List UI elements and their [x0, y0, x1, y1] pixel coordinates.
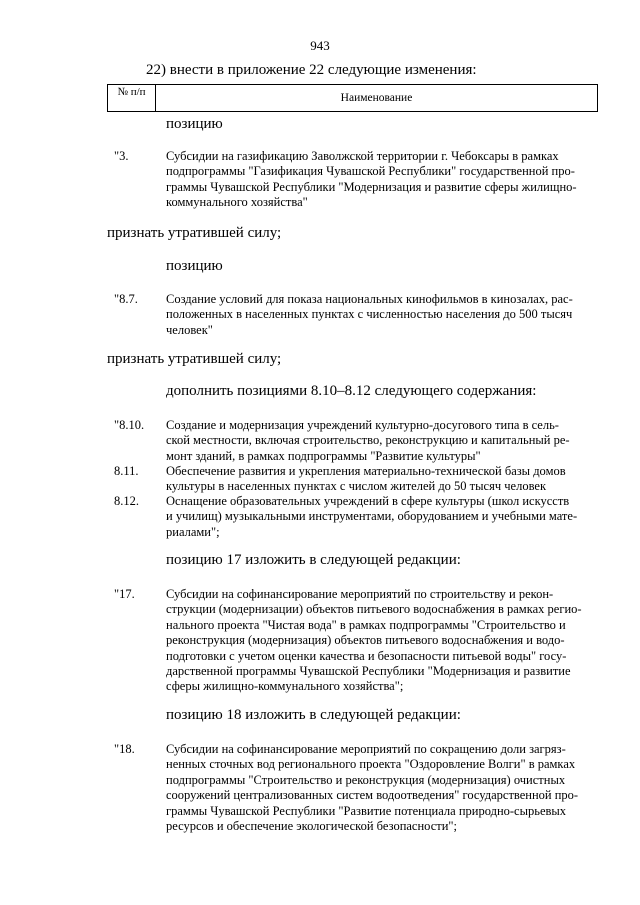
- position-8-7-label: позицию: [166, 258, 223, 274]
- position-3-label: позицию: [166, 116, 223, 132]
- text-line: монт зданий, в рамках подпрограммы "Развитие культуры": [166, 448, 481, 463]
- text-line: подпрограммы "Строительство и реконструкция (модернизация) очистных: [166, 772, 566, 787]
- text-line: Субсидии на софинансирование мероприятий по строительству и рекон-: [166, 587, 554, 601]
- text-line: подготовки с учетом оценки качества и безопасности питьевой воды" госу-: [166, 648, 567, 663]
- intro-line: 22) внести в приложение 22 следующие изменения:: [146, 62, 477, 78]
- text-line: Создание и модернизация учреждений культурно-досугового типа в сель-: [166, 418, 559, 432]
- column-name-header: Наименование: [340, 92, 413, 104]
- page-number: 943: [310, 38, 330, 53]
- text-line: положенных в населенных пунктах с численностью населения до 500 тысяч: [166, 307, 573, 322]
- text-line: Оснащение образовательных учреждений в сфере культуры (школ искусств: [166, 494, 570, 508]
- position-text: [166, 418, 596, 464]
- text-line: ненных сточных вод регионального проекта "Оздоровление Волги" в рамках: [166, 757, 576, 772]
- position-number: 8.12.: [114, 494, 139, 508]
- text-line: и училищ) музыкальными инструментами, оборудованием и учебными мате-: [166, 509, 578, 524]
- text-line: риалами";: [166, 524, 220, 539]
- text-line: граммы Чувашской Республики "Модернизация и развитие сферы жилищно-: [166, 179, 577, 194]
- column-number-header: № п/п: [108, 85, 156, 111]
- text-line: нального проекта "Чистая вода" в рамках подпрограммы "Строительство и: [166, 617, 566, 632]
- text-line: сооружений централизованных систем водоотведения" государственной про-: [166, 788, 579, 803]
- table-header: [107, 84, 598, 112]
- position-text: [166, 742, 596, 834]
- text-line: Обеспечение развития и укрепления материально-технической базы домов: [166, 464, 566, 478]
- text-line: ской местности, включая строительство, реконструкцию и капитальный ре-: [166, 433, 570, 448]
- position-text: [166, 587, 596, 695]
- text-line: коммунального хозяйства": [166, 195, 308, 210]
- position-18-label: позицию 18 изложить в следующей редакции:: [166, 707, 461, 723]
- position-number: 8.11.: [114, 464, 139, 478]
- text-line: человек": [166, 322, 213, 337]
- position-17-label: позицию 17 изложить в следующей редакции:: [166, 552, 461, 568]
- position-text: [166, 494, 596, 540]
- position-number: "3.: [114, 149, 129, 163]
- text-line: граммы Чувашской Республики "Развитие потенциала природно-сырьевых: [166, 803, 567, 818]
- positions-8-10-8-12-label: дополнить позициями 8.10–8.12 следующего содержания:: [166, 383, 537, 399]
- text-line: подпрограммы "Газификация Чувашской Республики" государственной про-: [166, 164, 575, 179]
- text-line: культуры в населенных пунктах с числом жителей до 50 тысяч человек: [166, 479, 547, 494]
- text-line: сферы жилищно-коммунального хозяйства";: [166, 679, 404, 694]
- text-line: Субсидии на софинансирование мероприятий по сокращению доли загряз-: [166, 742, 566, 756]
- position-number: "8.7.: [114, 292, 138, 306]
- position-text: [166, 149, 596, 211]
- text-line: струкции (модернизации) объектов питьевого водоснабжения в рамках регио-: [166, 602, 582, 617]
- text-line: реконструкция (модернизация) объектов питьевого водоснабжения и водо-: [166, 633, 565, 648]
- position-3-action: признать утратившей силу;: [107, 225, 282, 241]
- text-line: ресурсов и обеспечение экологической безопасности";: [166, 819, 458, 834]
- position-text: [166, 464, 596, 495]
- position-number: "8.10.: [114, 418, 145, 432]
- position-number: "17.: [114, 587, 135, 601]
- text-line: дарственной программы Чувашской Республики "Модернизация и развитие: [166, 664, 571, 679]
- position-8-7-action: признать утратившей силу;: [107, 351, 282, 367]
- position-number: "18.: [114, 742, 135, 756]
- text-line: Субсидии на газификацию Заволжской территории г. Чебоксары в рамках: [166, 149, 559, 163]
- position-text: [166, 292, 596, 338]
- text-line: Создание условий для показа национальных кинофильмов в кинозалах, рас-: [166, 292, 573, 306]
